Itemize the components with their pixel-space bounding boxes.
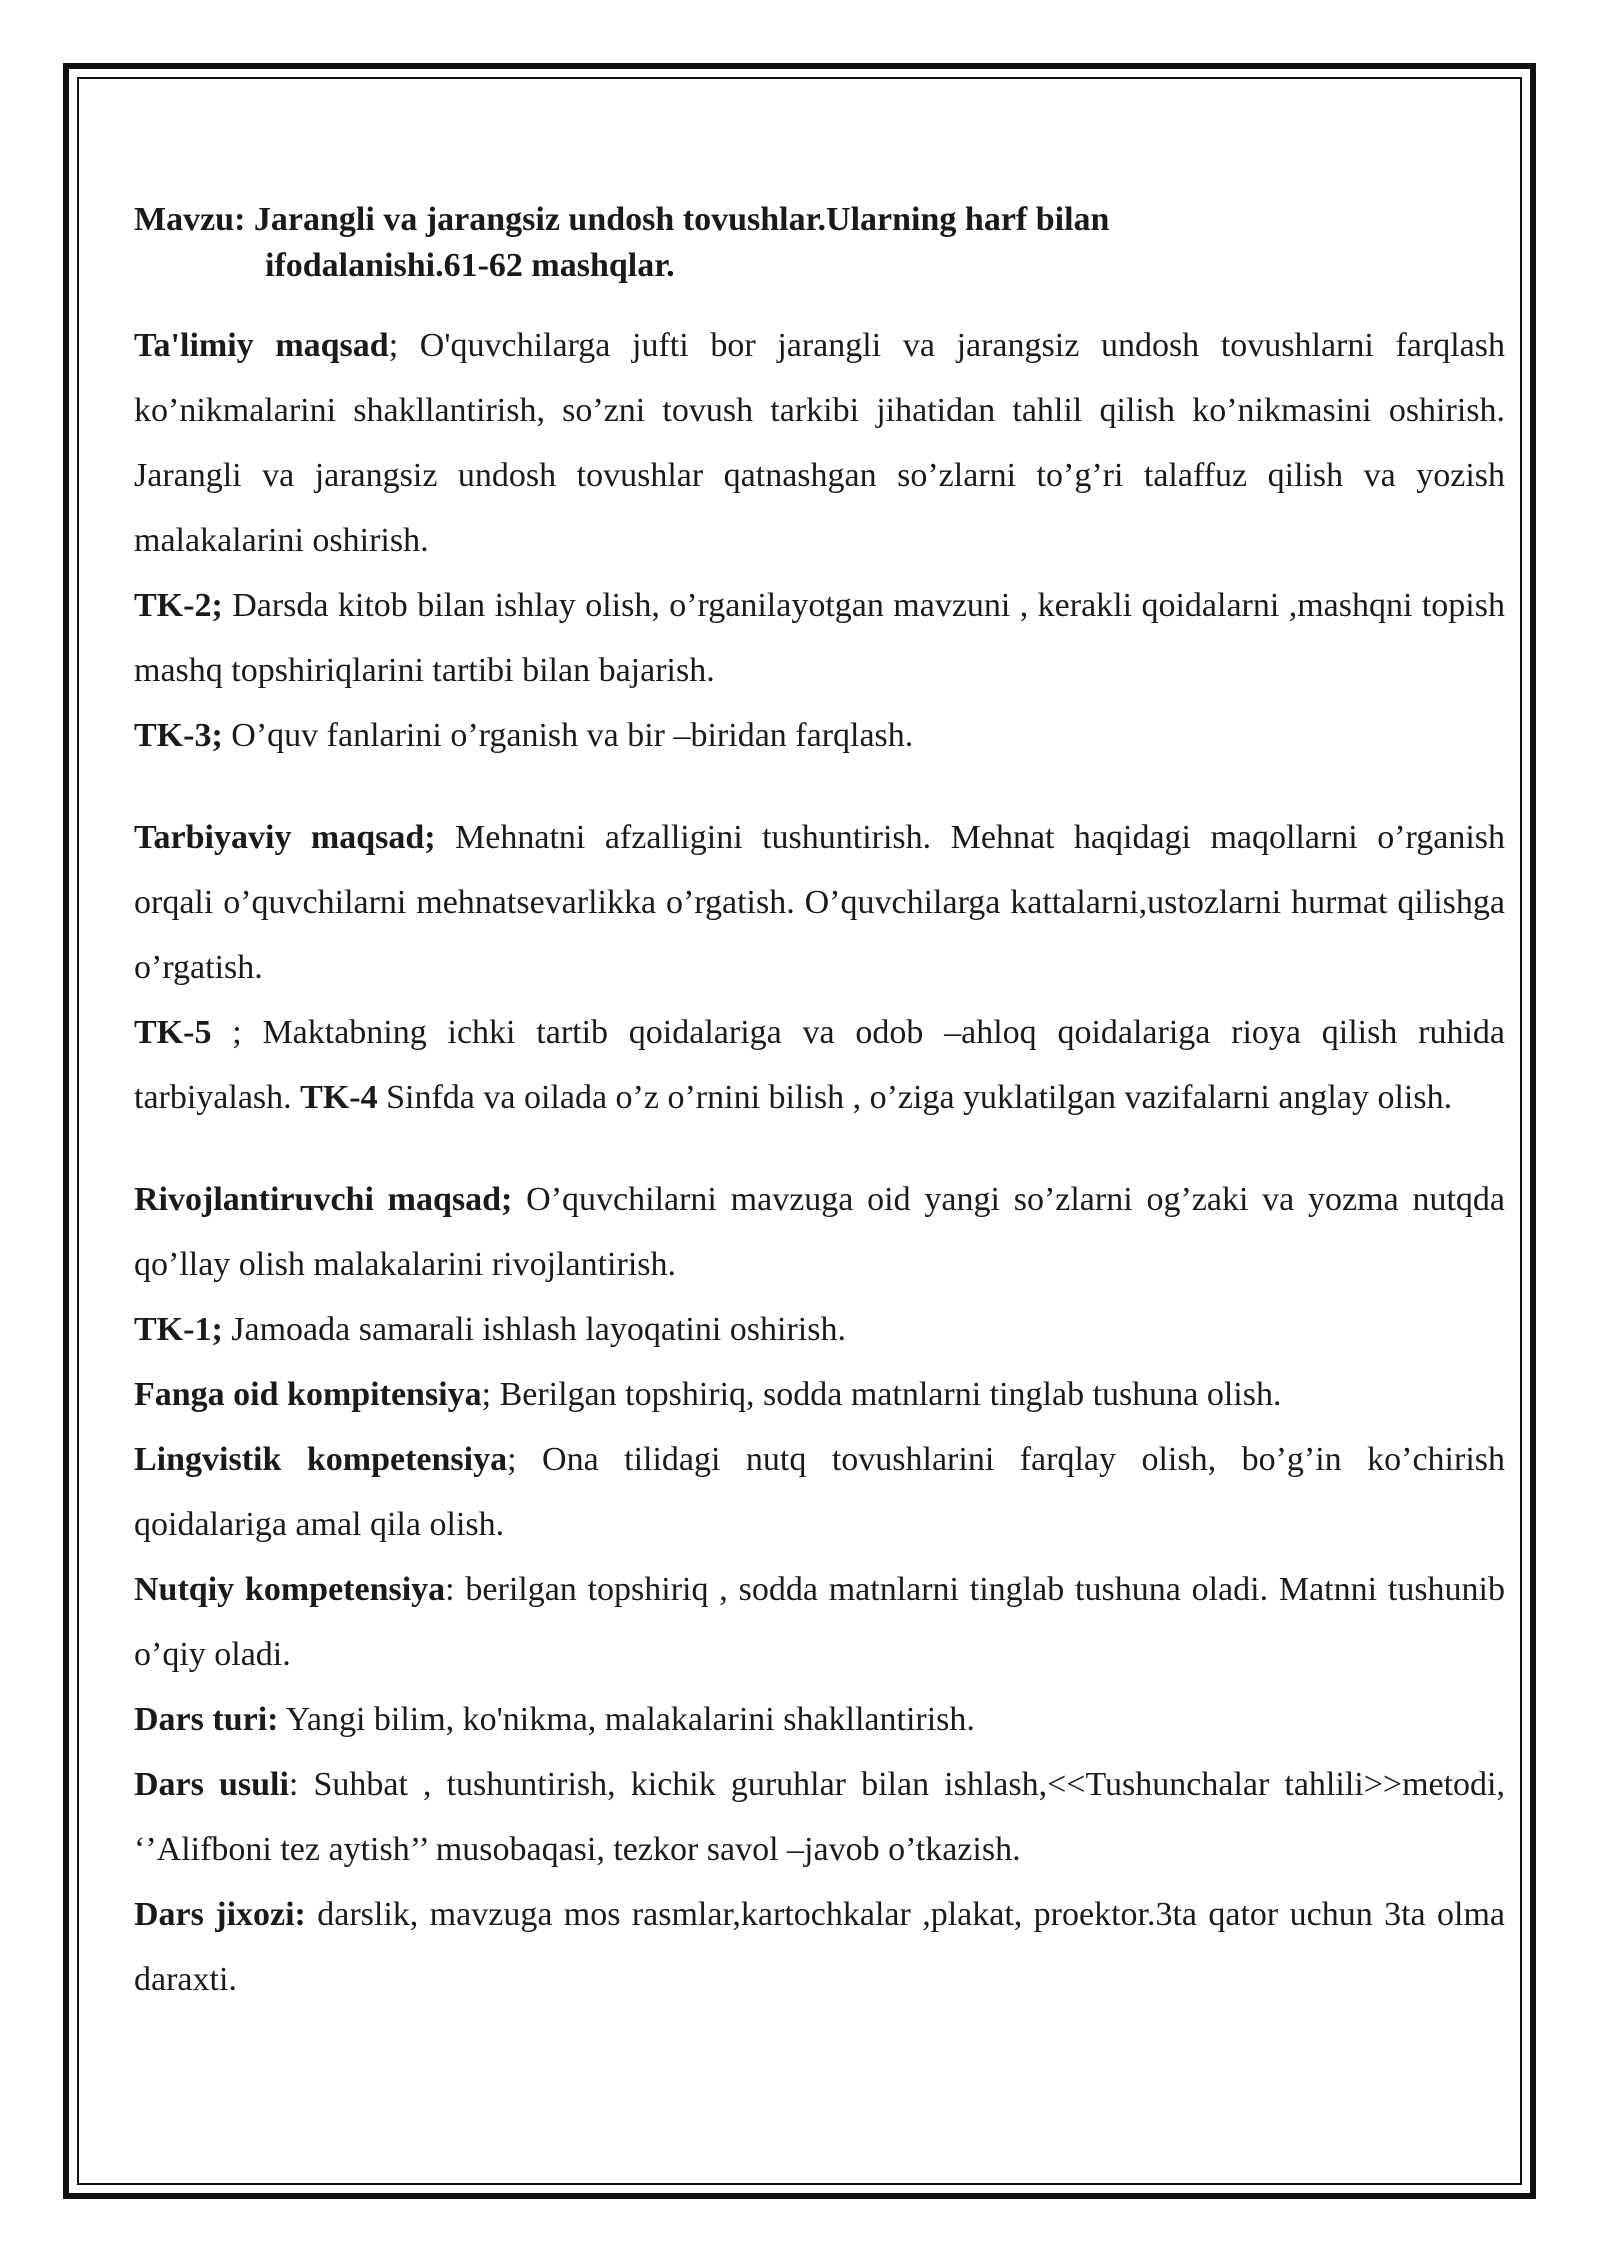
topic-heading — [134, 197, 1505, 289]
linguistic-competence-text: ; Ona tilidagi nutq tovushlarini farqlay olish, bo’g’in ko’chirish qoidalariga amal qila olish. — [134, 1441, 1505, 1543]
tk4-label: TK-4 — [300, 1079, 378, 1116]
educational-goal-text: ; O'quvchilarga jufti bor jarangli va jarangsiz undosh tovushlarni farqlash ko’nikmalarini shakllantirish, so’zni tovush tarkibi jihatidan tahlil qilish ko’nikmasini oshirish. Jarangli va jarangsiz undosh tovushlar qatnashgan so’zlarni to’g’ri talaffuz qilish va yozish malakalarini oshirish. — [134, 327, 1505, 559]
spacer — [134, 768, 1505, 805]
tk3-label: TK-3; — [134, 717, 223, 754]
tk3-text: O’quv fanlarini o’rganish va bir –biridan farqlash. — [222, 717, 914, 754]
lesson-type — [134, 1687, 1505, 1752]
developmental-goal-text: O’quvchilarni mavzuga oid yangi so’zlarni og’zaki va yozma nutqda qo’llay olish malakalarini rivojlantirish. — [134, 1181, 1505, 1283]
lesson-equipment-text: darslik, mavzuga mos rasmlar,kartochkalar ,plakat, proektor.3ta qator uchun 3ta olma daraxti. — [134, 1896, 1505, 1998]
tk1-label: TK-1; — [134, 1311, 223, 1348]
tk5-paragraph — [134, 1000, 1505, 1130]
lesson-type-label: Dars turi: — [134, 1701, 279, 1738]
speech-competence-text: : berilgan topshiriq , sodda matnlarni tinglab tushuna oladi. Matnni tushunib o’qiy oladi. — [134, 1571, 1505, 1673]
tk3-paragraph — [134, 703, 1505, 768]
upbringing-goal-label: Tarbiyaviy maqsad; — [134, 819, 436, 856]
tk2-text: Darsda kitob bilan ishlay olish, o’rganilayotgan mavzuni , kerakli qoidalarni ,mashqni topish mashq topshiriqlarini tartibi bilan bajarish. — [134, 587, 1505, 689]
speech-competence-label: Nutqiy kompetensiya — [134, 1571, 446, 1608]
spacer — [134, 1130, 1505, 1167]
subject-competence-label: Fanga oid kompitensiya — [134, 1376, 482, 1413]
topic-label: Mavzu: — [134, 201, 246, 238]
tk1-text: Jamoada samarali ishlash layoqatini oshirish. — [222, 1311, 846, 1348]
subject-competence — [134, 1362, 1505, 1427]
linguistic-competence — [134, 1427, 1505, 1557]
developmental-goal — [134, 1167, 1505, 1297]
lesson-method-text: : Suhbat , tushuntirish, kichik guruhlar bilan ishlash,<<Tushunchalar tahlili>>metodi, ‘’Alifboni tez aytish’’ musobaqasi, tezkor savol –javob o’tkazish. — [134, 1766, 1505, 1868]
topic-title-line2: ifodalanishi.61-62 mashqlar. — [265, 247, 675, 284]
lesson-equipment-label: Dars jixozi: — [134, 1896, 306, 1933]
tk5-text: ; Maktabning ichki tartib qoidalariga va odob –ahloq qoidalariga rioya qilish ruhida tarbiyalash. — [134, 1014, 1505, 1116]
educational-goal — [134, 313, 1505, 573]
speech-competence — [134, 1557, 1505, 1687]
educational-goal-label: Ta'limiy maqsad — [134, 327, 389, 364]
upbringing-goal — [134, 805, 1505, 1000]
lesson-method — [134, 1752, 1505, 1882]
developmental-goal-label: Rivojlantiruvchi maqsad; — [134, 1181, 513, 1218]
tk5-label: TK-5 — [134, 1014, 212, 1051]
subject-competence-text: ; Berilgan topshiriq, sodda matnlarni tinglab tushuna olish. — [481, 1376, 1282, 1413]
document-body — [134, 197, 1505, 2012]
topic-title-line1: Jarangli va jarangsiz undosh tovushlar.Ularning harf bilan — [253, 201, 1110, 238]
lesson-method-label: Dars usuli — [134, 1766, 289, 1803]
tk2-label: TK-2; — [134, 587, 223, 624]
linguistic-competence-label: Lingvistik kompetensiya — [134, 1441, 508, 1478]
tk4-text: Sinfda va oilada o’z o’rnini bilish , o’ziga yuklatilgan vazifalarni anglay olish. — [377, 1079, 1453, 1116]
tk1-paragraph — [134, 1297, 1505, 1362]
lesson-equipment — [134, 1882, 1505, 2012]
tk2-paragraph — [134, 573, 1505, 703]
upbringing-goal-text: Mehnatni afzalligini tushuntirish. Mehnat haqidagi maqollarni o’rganish orqali o’quvchilarni mehnatsevarlikka o’rgatish. O’quvchilarga kattalarni,ustozlarni hurmat qilishga o’rgatish. — [134, 819, 1505, 986]
lesson-type-text: Yangi bilim, ko'nikma, malakalarini shakllantirish. — [278, 1701, 975, 1738]
